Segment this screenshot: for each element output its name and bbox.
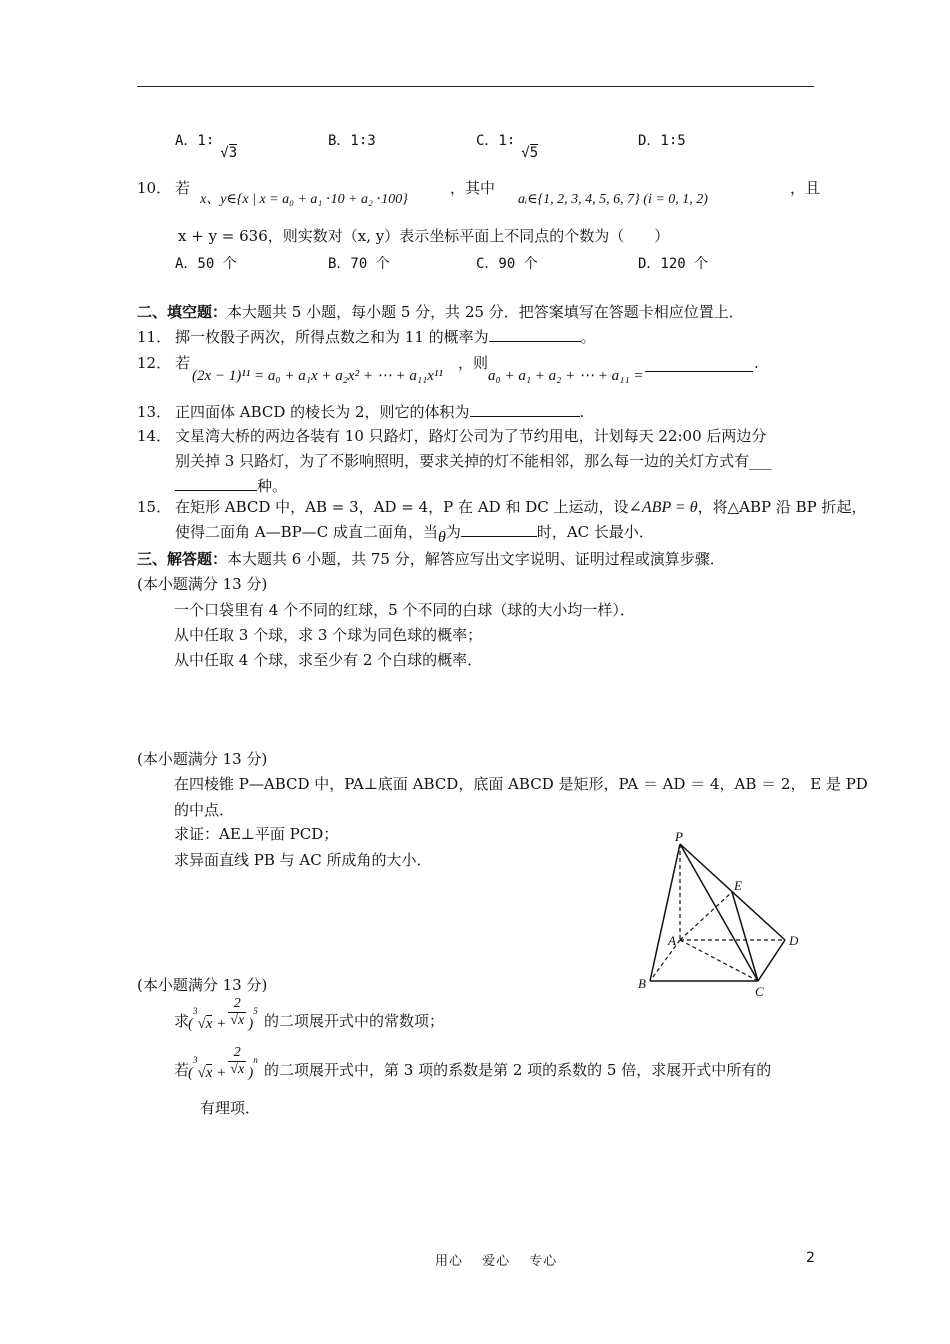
section2-text: 本大题共 5 小题，每小题 5 分，共 25 分．把答案填写在答题卡相应位置上． bbox=[227, 303, 744, 321]
section3-line bbox=[137, 549, 725, 569]
q10-line2: x + y = 636，则实数对（x, y）表示坐标平面上不同点的个数为（ ） bbox=[178, 227, 670, 245]
q10-option-a: A．50 个 bbox=[175, 256, 237, 272]
q14-line3: 种。 bbox=[175, 476, 287, 496]
q15-line1: 在矩形 ABCD 中，AB = 3，AD = 4，P 在 AD 和 DC 上运动，设∠ABP = θ，将△ABP 沿 BP 折起， bbox=[175, 498, 867, 516]
q13-number: 13． bbox=[137, 403, 172, 421]
label-d: D bbox=[789, 933, 799, 948]
q12-expansion: (2x − 1)¹¹ = a₀ + a₁x + a₂x² + ⋯ + a₁₁x¹¹ bbox=[192, 368, 443, 384]
q14-number: 14． bbox=[137, 427, 172, 445]
p18-line2-lead: 若 bbox=[174, 1061, 190, 1079]
p16-line3: 从中任取 4 个球，求至少有 2 个白球的概率． bbox=[174, 651, 483, 669]
p16-line2: 从中任取 3 个球，求 3 个球为同色球的概率； bbox=[174, 626, 483, 644]
q10-condition-expression: aᵢ∈{1, 2, 3, 4, 5, 6, 7} (i = 0, 1, 2) bbox=[518, 192, 708, 207]
label-a: A bbox=[668, 933, 676, 948]
section3-text: 本大题共 6 小题，共 75 分，解答应写出文字说明、证明过程或演算步骤． bbox=[227, 550, 725, 568]
q15-answer-blank bbox=[461, 522, 537, 537]
q10-number: 10． bbox=[137, 179, 172, 197]
p17-score: (本小题满分 13 分) bbox=[137, 750, 268, 768]
q12-tail: . bbox=[754, 354, 759, 372]
section2-heading: 二、填空题： bbox=[137, 303, 228, 321]
q12-sum: a₀ + a₁ + a₂ + ⋯ + a₁₁ = bbox=[488, 368, 644, 384]
p16-score: (本小题满分 13 分) bbox=[137, 575, 268, 593]
q14-answer-blank bbox=[175, 476, 257, 491]
q11-line: 掷一枚骰子两次，所得点数之和为 11 的概率为 。 bbox=[175, 328, 596, 346]
pyramid-figure bbox=[630, 830, 810, 1000]
q15-line2: 使得二面角 A—BP—C 成直二面角，当θ为 时，AC 长最小． bbox=[175, 523, 654, 546]
p17-line3: 求证：AE⊥平面 PCD； bbox=[174, 825, 339, 843]
q10-option-c: C．90 个 bbox=[476, 256, 538, 272]
header-rule bbox=[137, 86, 814, 87]
q11-answer-blank bbox=[489, 327, 581, 342]
q9-option-a-root: √3 bbox=[220, 145, 238, 161]
p18-line1-lead: 求 bbox=[174, 1012, 190, 1030]
q9-option-b: B．1∶3 bbox=[328, 133, 376, 149]
q13-line: 正四面体 ABCD 的棱长为 2，则它的体积为 . bbox=[175, 403, 585, 421]
q12-mid: ，则 bbox=[458, 354, 489, 372]
q10-option-b: B．70 个 bbox=[328, 256, 390, 272]
label-p: P bbox=[675, 830, 683, 844]
section2-line bbox=[137, 302, 744, 322]
q10-set-expression: x、y∈{x | x = a₀ + a₁ ⋅10 + a₂ ⋅100} bbox=[200, 192, 408, 207]
q9-option-a: A．1∶√3 bbox=[175, 133, 238, 161]
label-b: B bbox=[638, 976, 646, 991]
q10-option-d: D．120 个 bbox=[638, 256, 709, 272]
edge-pb bbox=[650, 844, 680, 981]
q12-number: 12． bbox=[137, 354, 172, 372]
edge-cd bbox=[758, 940, 785, 981]
p17-line1: 在四棱锥 P—ABCD 中，PA⊥底面 ABCD，底面 ABCD 是矩形，PA ＝ AD ＝ 4，AB ＝ 2， E 是 PD bbox=[174, 775, 868, 793]
footer-motto: 用心 爱心 专心 bbox=[435, 1254, 558, 1269]
p18-line3: 有理项． bbox=[200, 1099, 261, 1117]
q9-option-c: C．1∶√5 bbox=[476, 133, 539, 161]
q10-lead: 若 bbox=[175, 179, 191, 197]
q15-number: 15． bbox=[137, 498, 172, 516]
p17-line2: 的中点． bbox=[174, 801, 235, 819]
q10-tail: ，且 bbox=[790, 179, 821, 197]
q14-line2: 别关掉 3 只路灯，为了不影响照明，要求关掉的灯不能相邻，那么每一边的关灯方式有___ bbox=[175, 452, 772, 470]
q12-lead: 若 bbox=[175, 354, 191, 372]
q10-mid: ，其中 bbox=[450, 179, 496, 197]
p18-expression-1: ($^3$√x + $\frac{2}{√x}$ )$^5$ bbox=[188, 996, 258, 1032]
p18-line2-tail: 的二项展开式中，第 3 项的系数是第 2 项的系数的 5 倍，求展开式中所有的 bbox=[264, 1061, 772, 1079]
q14-line1: 文星湾大桥的两边各装有 10 只路灯，路灯公司为了节约用电，计划每天 22:00 后两边分 bbox=[175, 427, 767, 445]
segment-ae bbox=[680, 892, 732, 940]
p18-score: (本小题满分 13 分) bbox=[137, 976, 268, 994]
q12-answer-blank bbox=[645, 357, 753, 372]
q13-answer-blank bbox=[470, 402, 580, 417]
label-e: E bbox=[734, 878, 742, 893]
p18-expression-2: ($^3$√x + $\frac{2}{√x}$ )$^n$ bbox=[188, 1045, 258, 1081]
q9-option-c-root: √5 bbox=[521, 145, 539, 161]
p16-line1: 一个口袋里有 4 个不同的红球，5 个不同的白球（球的大小均一样）． bbox=[174, 601, 635, 619]
p18-line1-tail: 的二项展开式中的常数项； bbox=[264, 1012, 445, 1030]
page-number: 2 bbox=[806, 1250, 815, 1266]
label-c: C bbox=[755, 984, 764, 999]
q11-number: 11． bbox=[137, 328, 172, 346]
q9-option-d: D．1∶5 bbox=[638, 133, 686, 149]
p17-line4: 求异面直线 PB 与 AC 所成角的大小． bbox=[174, 851, 432, 869]
segment-ec bbox=[732, 892, 758, 981]
section3-heading: 三、解答题： bbox=[137, 550, 228, 568]
